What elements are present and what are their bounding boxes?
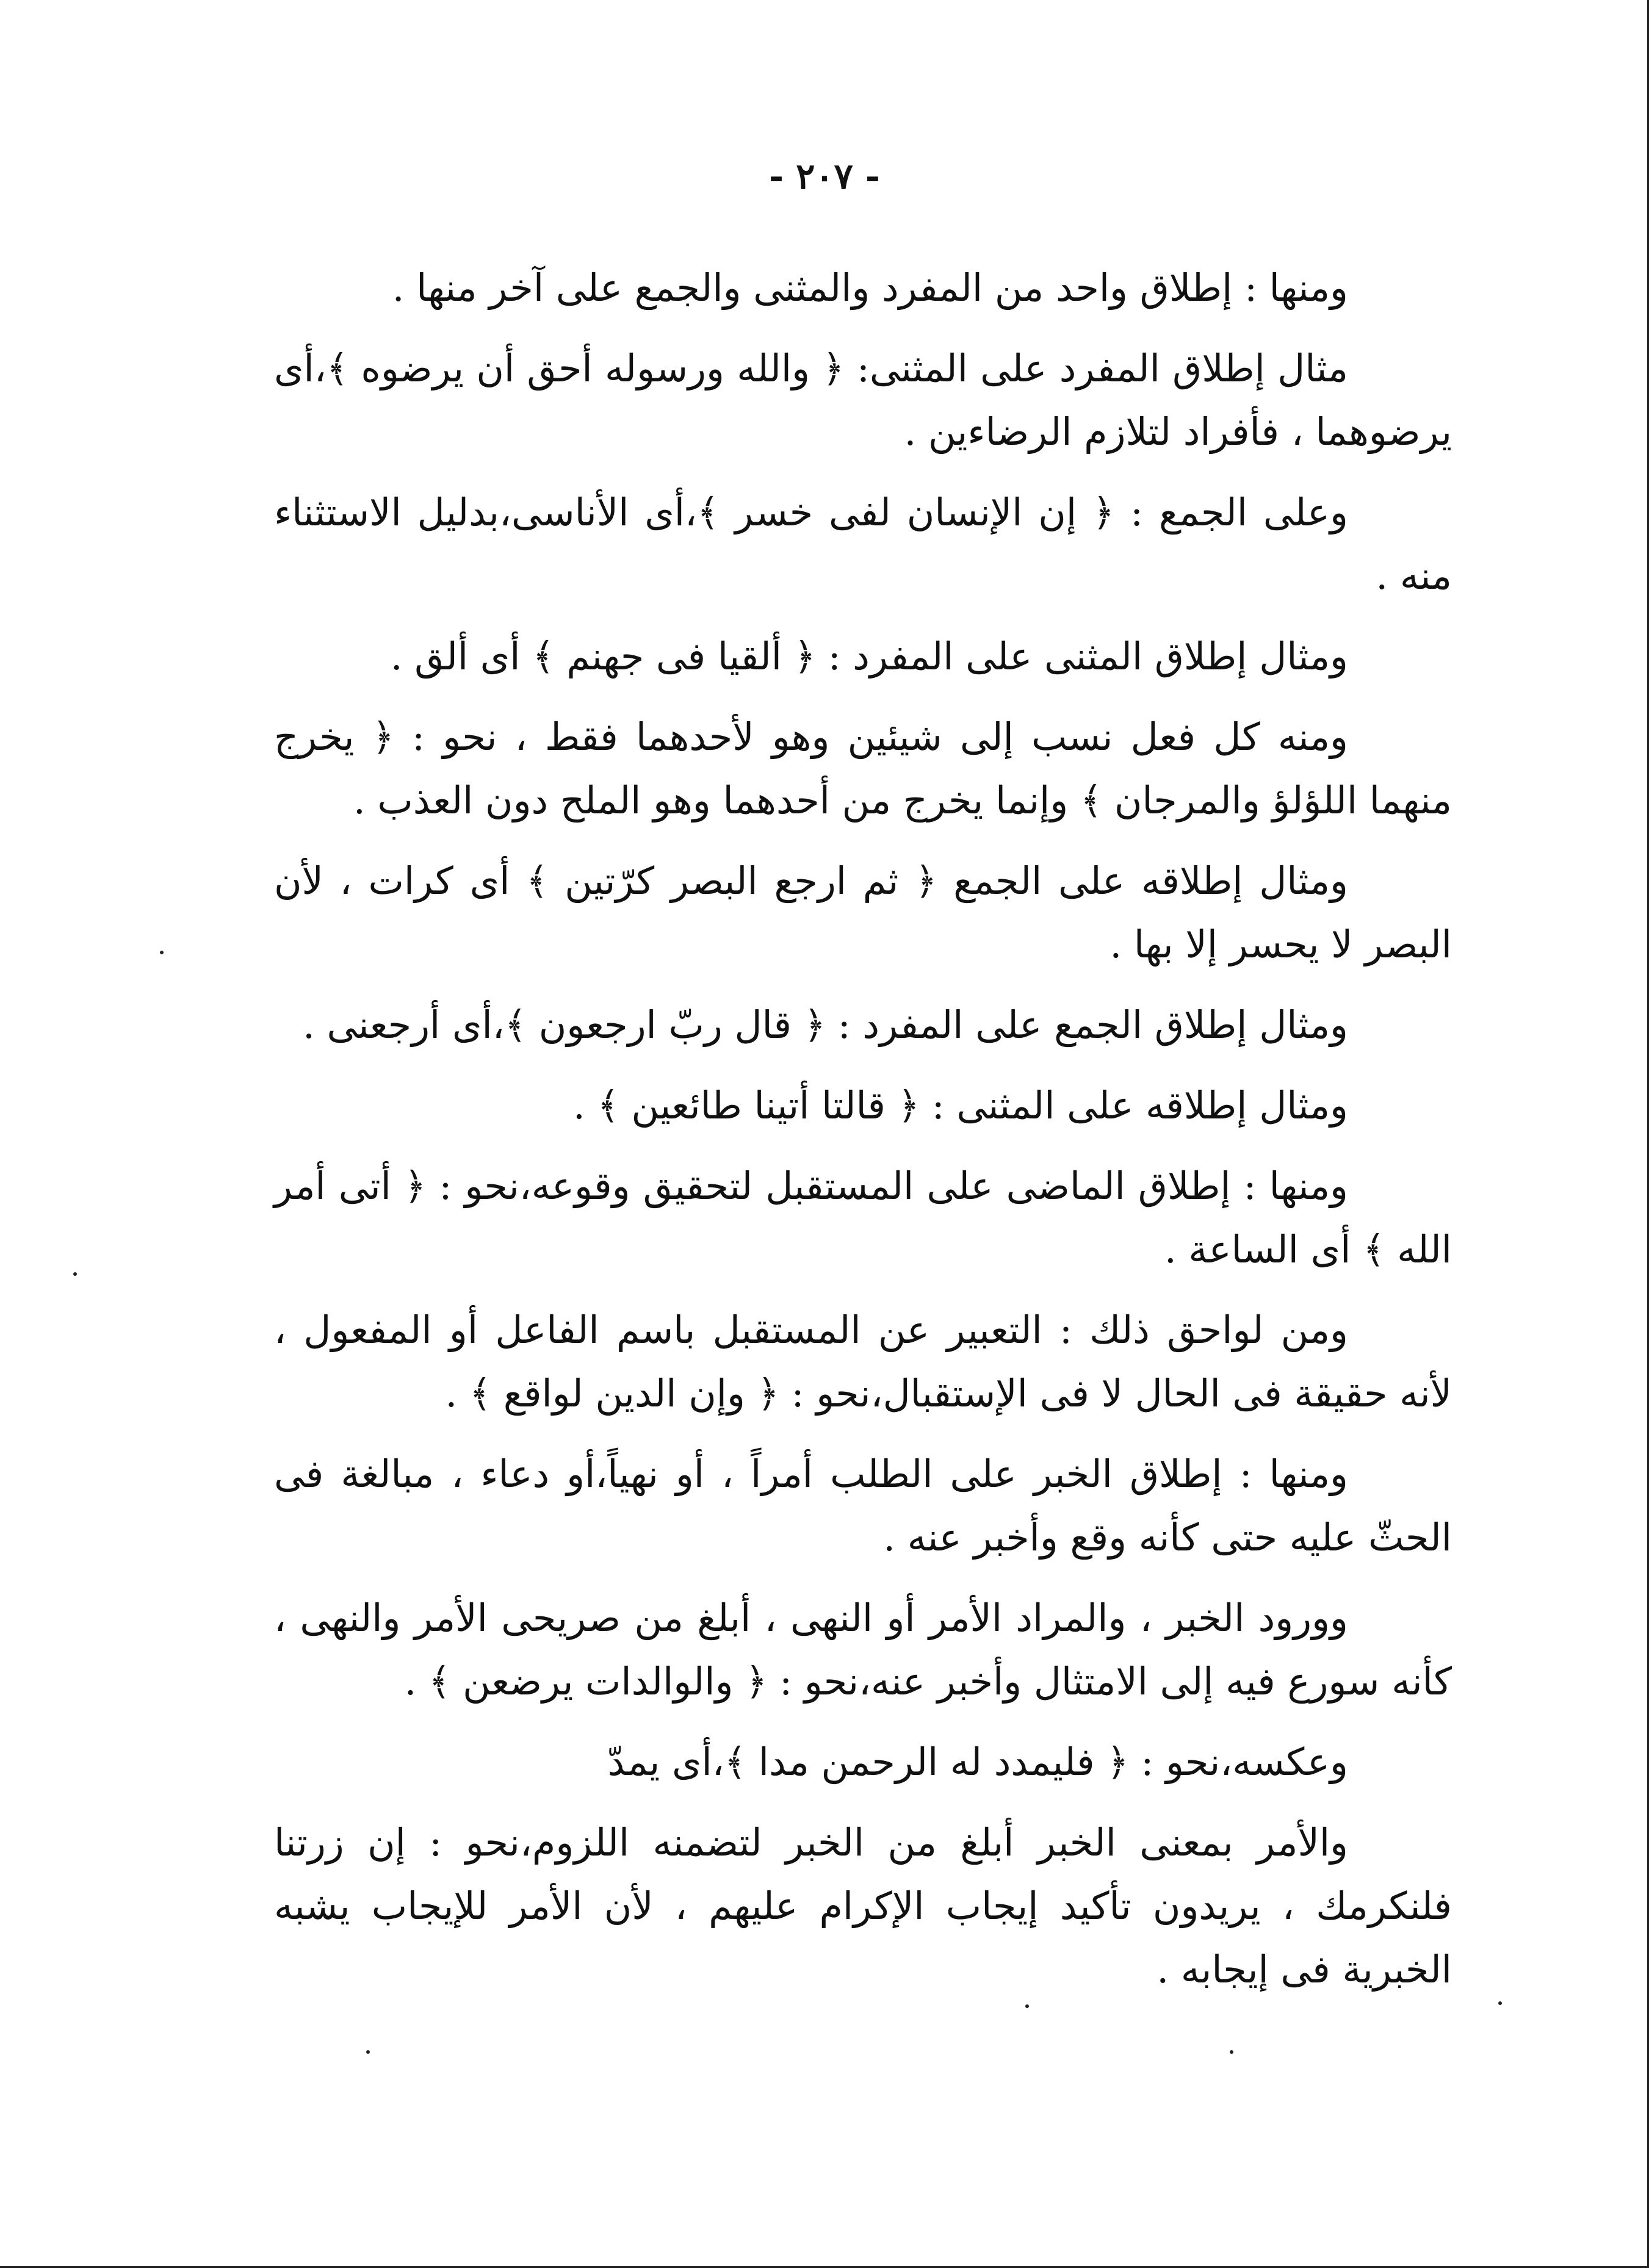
paragraph: والأمر بمعنى الخبر أبلغ من الخبر لتضمنه اللزوم،نحو : إن زرتنا فلنكرمك ، يريدون تأكيد إيجاب الإكرام عليهم ، لأن الأمر للإيجاب يشبه الخبرية فى إيجابه . <box>274 1820 1452 1992</box>
paragraph: ومن لواحق ذلك : التعبير عن المستقبل باسم الفاعل أو المفعول ، لأنه حقيقة فى الحال لا فى الإستقبال،نحو : ﴿ وإن الدين لواقع ﴾ . <box>274 1308 1452 1416</box>
scan-speck <box>366 2050 370 2054</box>
paragraph: ومنها : إطلاق الماضى على المستقبل لتحقيق وقوعه،نحو : ﴿ أتى أمر الله ﴾ أى الساعة . <box>274 1164 1452 1272</box>
paragraph: ومثال إطلاق المثنى على المفرد : ﴿ ألقيا فى جهنم ﴾ أى ألق . <box>390 634 1348 679</box>
paragraph: مثال إطلاق المفرد على المثنى: ﴿ والله ورسوله أحق أن يرضوه ﴾،أى يرضوهما ، فأفراد لتلازم الرضاءين . <box>274 346 1452 454</box>
paragraph: ومنه كل فعل نسب إلى شيئين وهو لأحدهما فقط ، نحو : ﴿ يخرج منهما اللؤلؤ والمرجان ﴾ وإنما يخرج من أحدهما وهو الملح دون العذب . <box>274 715 1452 823</box>
paragraph: وعلى الجمع : ﴿ إن الإنسان لفى خسر ﴾،أى الأناسى،بدليل الاستثناء منه . <box>274 490 1452 598</box>
paragraph: ومنها : إطلاق الخبر على الطلب أمراً ، أو نهياً،أو دعاء ، مبالغة فى الحثّ عليه حتى كأنه وقع وأخبر عنه . <box>274 1452 1452 1560</box>
scan-speck <box>1025 2004 1029 2008</box>
paragraph: ومثال إطلاقه على المثنى : ﴿ قالتا أتينا طائعين ﴾ . <box>573 1083 1348 1128</box>
paragraph: وورود الخبر ، والمراد الأمر أو النهى ، أبلغ من صريحى الأمر والنهى ، كأنه سورع فيه إلى الامتثال وأخبر عنه،نحو : ﴿ والوالدات يرضعن ﴾ . <box>274 1596 1452 1704</box>
paragraph: وعكسه،نحو : ﴿ فليمدد له الرحمن مدا ﴾،أى يمدّ <box>607 1740 1348 1784</box>
paragraph: ومثال إطلاقه على الجمع ﴿ ثم ارجع البصر كرّتين ﴾ أى كرات ، لأن البصر لا يحسر إلا بها . <box>274 859 1452 967</box>
scan-speck <box>1498 2001 1502 2005</box>
scan-speck <box>160 951 164 954</box>
page-number: - ٢٠٧ - <box>769 156 880 197</box>
paragraph: ومنها : إطلاق واحد من المفرد والمثنى والجمع على آخر منها . <box>392 265 1348 310</box>
body-text <box>274 256 1452 2018</box>
paragraph: ومثال إطلاق الجمع على المفرد : ﴿ قال ربّ ارجعون ﴾،أى أرجعنى . <box>303 1003 1348 1047</box>
scan-speck <box>1230 2050 1233 2054</box>
scan-speck <box>73 1272 77 1276</box>
